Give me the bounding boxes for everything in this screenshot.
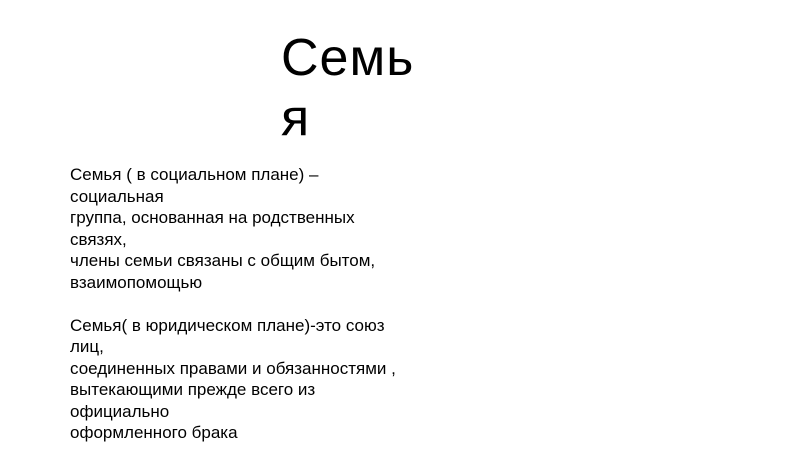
text-line: группа, основанная на родственных (70, 208, 355, 227)
text-line: официально (70, 401, 170, 421)
title-line: я (281, 89, 311, 147)
text-line: оформленного брака (70, 423, 238, 442)
text-line: связях, (70, 229, 127, 249)
slide-body (70, 164, 490, 444)
text-line: социальная (70, 186, 164, 206)
text-line: Семья( в юридическом плане)-это союз (70, 315, 385, 335)
paragraph-social-definition (70, 164, 490, 293)
text-line: лиц, (70, 337, 104, 356)
text-line: взаимопомощью (70, 272, 203, 292)
title-line: Семь (281, 29, 415, 87)
text-line: Семья ( в социальном плане) – (70, 165, 319, 184)
paragraph-legal-definition (70, 315, 490, 444)
paragraph-spacer (70, 293, 490, 315)
text-line: вытекающими прежде всего из (70, 380, 316, 399)
text-line: соединенных правами и обязанностями , (70, 358, 396, 378)
text-line: члены семьи связаны с общим бытом, (70, 251, 376, 270)
slide-title (281, 28, 421, 148)
